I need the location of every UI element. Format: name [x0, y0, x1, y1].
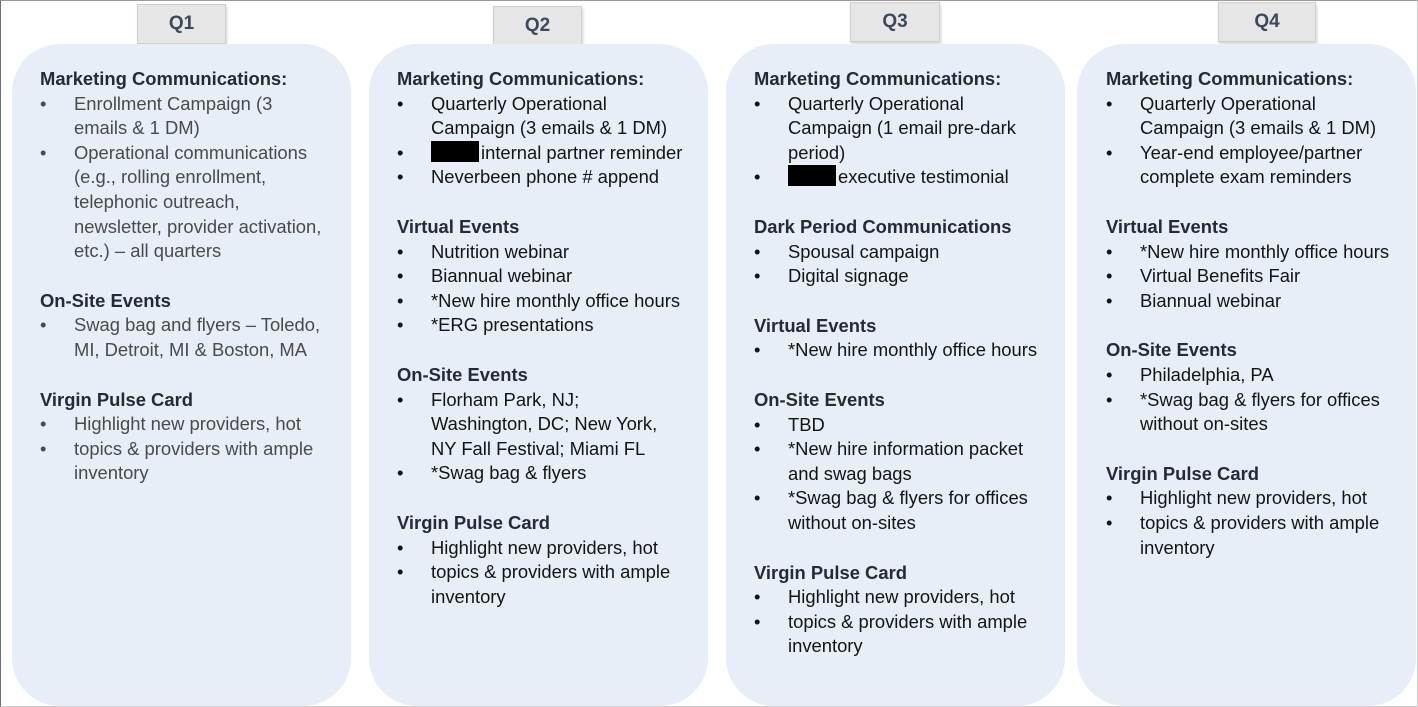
bullet-item: [1106, 388, 1398, 437]
bullet-item: [397, 92, 685, 141]
bullet-text: Biannual webinar: [1140, 289, 1282, 311]
bullet-list: [754, 92, 1044, 190]
section: [40, 388, 330, 486]
bullet-item: [1106, 289, 1398, 314]
redaction-bar: [788, 165, 836, 186]
section: [397, 511, 685, 609]
bullet-item: [397, 560, 685, 609]
bullet-text: *Swag bag & flyers: [431, 462, 587, 484]
bullet-list: [754, 585, 1044, 659]
bullet-list: [397, 240, 685, 338]
bullet-list: [754, 413, 1044, 536]
bullet-text: Year-end employee/partner complete exam reminders: [1140, 141, 1363, 188]
bullet-item: [754, 437, 1044, 486]
section-heading: Virtual Events: [397, 215, 520, 237]
bullet-text: *New hire monthly office hours: [431, 289, 681, 311]
quarter-tab-q4: Q4: [1218, 2, 1316, 42]
quarter-tab-q1: Q1: [137, 4, 226, 44]
bullet-text: *New hire monthly office hours: [788, 339, 1038, 361]
bullet-text: Quarterly Operational Campaign (3 emails & 1 DM): [1140, 92, 1377, 139]
section-heading: Dark Period Communications: [754, 215, 1012, 237]
bullet-text: Biannual webinar: [431, 265, 573, 287]
bullet-list: [40, 412, 330, 486]
bullet-item: [754, 165, 1044, 190]
section-heading: On-Site Events: [754, 388, 885, 410]
bullet-list: [1106, 240, 1398, 314]
section-heading: On-Site Events: [397, 363, 528, 385]
bullet-text: Neverbeen phone # append: [431, 166, 660, 188]
bullet-item: [397, 165, 685, 190]
section: [754, 561, 1044, 659]
section-heading: Virgin Pulse Card: [754, 561, 907, 583]
bullet-text: Philadelphia, PA: [1140, 363, 1274, 385]
bullet-text: Virtual Benefits Fair: [1140, 265, 1301, 287]
quarter-content-q1: [40, 67, 330, 511]
bullet-text: Digital signage: [788, 265, 909, 287]
bullet-text: topics & providers with ample inventory: [1140, 511, 1380, 558]
bullet-item: [40, 313, 330, 362]
bullet-list: [397, 536, 685, 610]
bullet-text: Enrollment Campaign (3 emails & 1 DM): [74, 92, 273, 139]
bullet-text: *ERG presentations: [431, 314, 594, 336]
bullet-item: [397, 264, 685, 289]
bullet-list: [40, 92, 330, 264]
bullet-text: Florham Park, NJ; Washington, DC; New York, NY Fall Festival; Miami FL: [431, 388, 658, 459]
bullet-item: [754, 240, 1044, 265]
bullet-text: Quarterly Operational Campaign (3 emails & 1 DM): [431, 92, 668, 139]
section-heading: Virtual Events: [754, 314, 877, 336]
bullet-text: *New hire monthly office hours: [1140, 240, 1390, 262]
bullet-text: Spousal campaign: [788, 240, 940, 262]
section-heading: Virgin Pulse Card: [40, 388, 193, 410]
bullet-list: [397, 388, 685, 486]
bullet-text: *Swag bag & flyers for offices without on-sites: [788, 487, 1028, 533]
section: [754, 314, 1044, 363]
bullet-item: [397, 240, 685, 265]
bullet-text: internal partner reminder: [481, 141, 683, 163]
section-heading: Virtual Events: [1106, 215, 1229, 237]
section: [1106, 215, 1398, 313]
section: [754, 388, 1044, 536]
bullet-item: [754, 585, 1044, 610]
section-heading: Marketing Communications:: [40, 68, 288, 89]
bullet-item: [1106, 92, 1398, 141]
bullet-text: Quarterly Operational Campaign (1 email pre-dark period): [788, 92, 1016, 163]
bullet-list: [1106, 363, 1398, 437]
bullet-list: [754, 338, 1044, 363]
bullet-text: topics & providers with ample inventory: [788, 610, 1028, 657]
bullet-item: [754, 92, 1044, 166]
section: [397, 67, 685, 190]
bullet-text: topics & providers with ample inventory: [431, 561, 671, 607]
section: [1106, 462, 1398, 560]
bullet-item: [1106, 511, 1398, 560]
section-heading: Marketing Communications:: [397, 68, 645, 89]
bullet-text: Highlight new providers, hot: [1140, 487, 1367, 509]
bullet-item: [397, 388, 685, 462]
bullet-list: [1106, 92, 1398, 190]
bullet-list: [754, 240, 1044, 289]
section-heading: Virgin Pulse Card: [1106, 462, 1259, 484]
bullet-item: [397, 461, 685, 486]
quarter-tab-q3: Q3: [850, 2, 940, 42]
bullet-item: [40, 437, 330, 486]
bullet-item: [754, 264, 1044, 289]
bullet-item: [754, 338, 1044, 363]
bullet-item: [397, 313, 685, 338]
bullet-list: [397, 92, 685, 190]
section-heading: Marketing Communications:: [754, 68, 1002, 89]
redaction-bar: [431, 141, 479, 162]
section: [40, 289, 330, 363]
bullet-item: [754, 413, 1044, 438]
bullet-item: [397, 141, 685, 166]
bullet-item: [397, 289, 685, 314]
section-heading: On-Site Events: [1106, 339, 1237, 361]
bullet-item: [754, 486, 1044, 535]
bullet-text: Highlight new providers, hot: [74, 413, 301, 435]
bullet-item: [754, 610, 1044, 659]
section: [40, 67, 330, 264]
bullet-item: [397, 536, 685, 561]
section-heading: On-Site Events: [40, 289, 171, 311]
section: [397, 363, 685, 486]
quarter-tab-q2: Q2: [493, 6, 582, 46]
bullet-item: [1106, 486, 1398, 511]
quarter-content-q4: [1106, 67, 1398, 585]
bullet-item: [1106, 240, 1398, 265]
bullet-text: Highlight new providers, hot: [788, 586, 1015, 608]
bullet-text: topics & providers with ample inventory: [74, 437, 314, 484]
bullet-text: *Swag bag & flyers for offices without on-sites: [1140, 388, 1380, 435]
bullet-item: [40, 412, 330, 437]
bullet-list: [40, 313, 330, 362]
section: [397, 215, 685, 338]
bullet-item: [1106, 363, 1398, 388]
bullet-item: [1106, 264, 1398, 289]
section: [1106, 67, 1398, 190]
bullet-text: executive testimonial: [838, 166, 1009, 188]
bullet-text: Operational communications (e.g., rolling enrollment, telephonic outreach, newsletter, provider activation, etc.) – all quarters: [74, 141, 322, 262]
bullet-text: Swag bag and flyers – Toledo, MI, Detroit, MI & Boston, MA: [74, 314, 321, 360]
section-heading: Virgin Pulse Card: [397, 511, 550, 533]
bullet-text: Highlight new providers, hot: [431, 536, 658, 558]
bullet-text: *New hire information packet and swag bags: [788, 438, 1024, 484]
bullet-item: [40, 92, 330, 141]
section: [754, 67, 1044, 190]
section-heading: Marketing Communications:: [1106, 68, 1354, 89]
bullet-text: TBD: [788, 413, 825, 435]
quarter-content-q2: [397, 67, 685, 634]
bullet-list: [1106, 486, 1398, 560]
bullet-item: [40, 141, 330, 264]
bullet-text: Nutrition webinar: [431, 240, 569, 262]
section: [1106, 338, 1398, 436]
quarter-content-q3: [754, 67, 1044, 684]
section: [754, 215, 1044, 289]
bullet-item: [1106, 141, 1398, 190]
